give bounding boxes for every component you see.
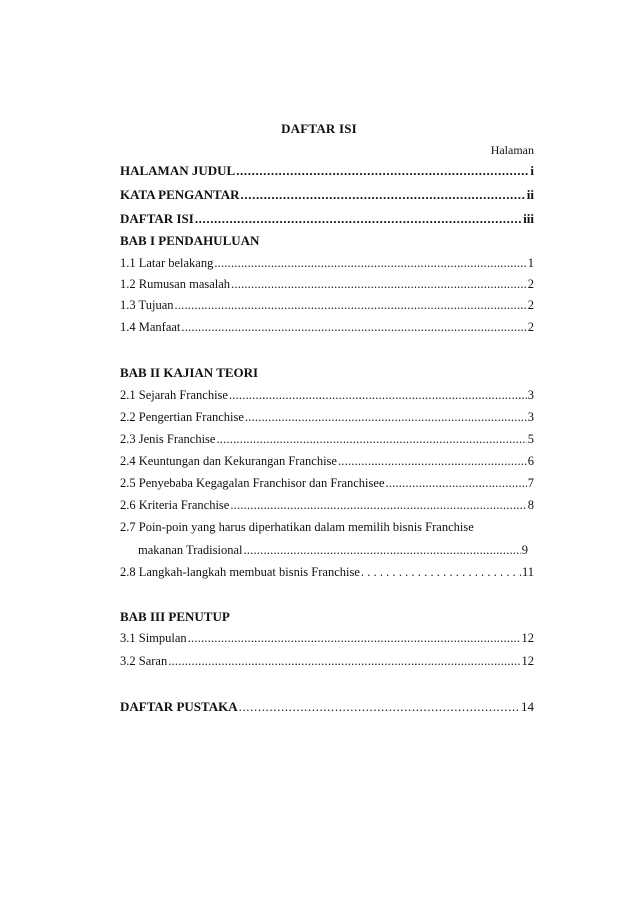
leader-dots	[244, 543, 521, 558]
chapter-heading-bab2: BAB II KAJIAN TEORI	[120, 365, 259, 380]
leader-dots	[231, 277, 527, 292]
leader-dots	[214, 256, 526, 271]
toc-entry[interactable]: 1.1 Latar belakang ..... 1	[120, 256, 534, 271]
toc-entry[interactable]: 1.4 Manfaat ..... 2	[120, 320, 534, 335]
leader-dots	[168, 654, 520, 669]
toc-entry-halaman-judul[interactable]: HALAMAN JUDUL ..... i	[120, 163, 534, 179]
toc-entry[interactable]: 2.2 Pengertian Franchise ..... 3	[120, 410, 534, 425]
page-title: DAFTAR ISI	[281, 121, 357, 136]
toc-entry[interactable]: 3.2 Saran ..... 12	[120, 654, 534, 669]
chapter-heading-bab3: BAB III PENUTUP	[120, 609, 230, 624]
leader-dots	[175, 298, 527, 313]
leader-dots	[239, 699, 520, 715]
toc-entry-daftar-pustaka[interactable]: DAFTAR PUSTAKA ..... 14	[120, 699, 534, 715]
toc-entry[interactable]: 1.2 Rumusan masalah ..... 2	[120, 277, 534, 292]
toc-entry-2-7-line1[interactable]: 2.7 Poin-poin yang harus diperhatikan dalam memilih bisnis Franchise	[120, 520, 474, 534]
leader-dots	[245, 410, 527, 425]
toc-entry[interactable]: 2.6 Kriteria Franchise ..... 8	[120, 498, 534, 513]
toc-entry[interactable]: 2.5 Penyebaba Kegagalan Franchisor dan Franchisee ..... 7	[120, 476, 534, 491]
toc-entry[interactable]: 2.4 Keuntungan dan Kekurangan Franchise ..... 6	[120, 454, 534, 469]
leader-dots	[230, 498, 526, 513]
leader-dots	[386, 476, 527, 491]
leader-dots	[229, 388, 527, 403]
toc-entry-daftar-isi[interactable]: DAFTAR ISI ..... iii	[120, 211, 534, 227]
leader-dots	[195, 211, 522, 227]
toc-entry-kata-pengantar[interactable]: KATA PENGANTAR ..... ii	[120, 187, 534, 203]
leader-dots	[361, 565, 521, 580]
toc-entry[interactable]: 2.1 Sejarah Franchise ..... 3	[120, 388, 534, 403]
toc-entry-2-8[interactable]: 2.8 Langkah-langkah membuat bisnis Franchise ..... 11	[120, 565, 534, 580]
leader-dots	[241, 187, 526, 203]
leader-dots	[181, 320, 526, 335]
toc-entry[interactable]: 1.3 Tujuan ..... 2	[120, 298, 534, 313]
toc-entry[interactable]: 3.1 Simpulan ..... 12	[120, 631, 534, 646]
leader-dots	[188, 631, 521, 646]
leader-dots	[338, 454, 527, 469]
page-column-label: Halaman	[490, 143, 534, 157]
leader-dots	[216, 432, 526, 447]
chapter-heading-bab1: BAB I PENDAHULUAN	[120, 233, 260, 248]
leader-dots	[236, 163, 529, 179]
toc-entry[interactable]: 2.3 Jenis Franchise ..... 5	[120, 432, 534, 447]
toc-entry-2-7-line2[interactable]: makanan Tradisional ..... 9	[138, 543, 528, 558]
